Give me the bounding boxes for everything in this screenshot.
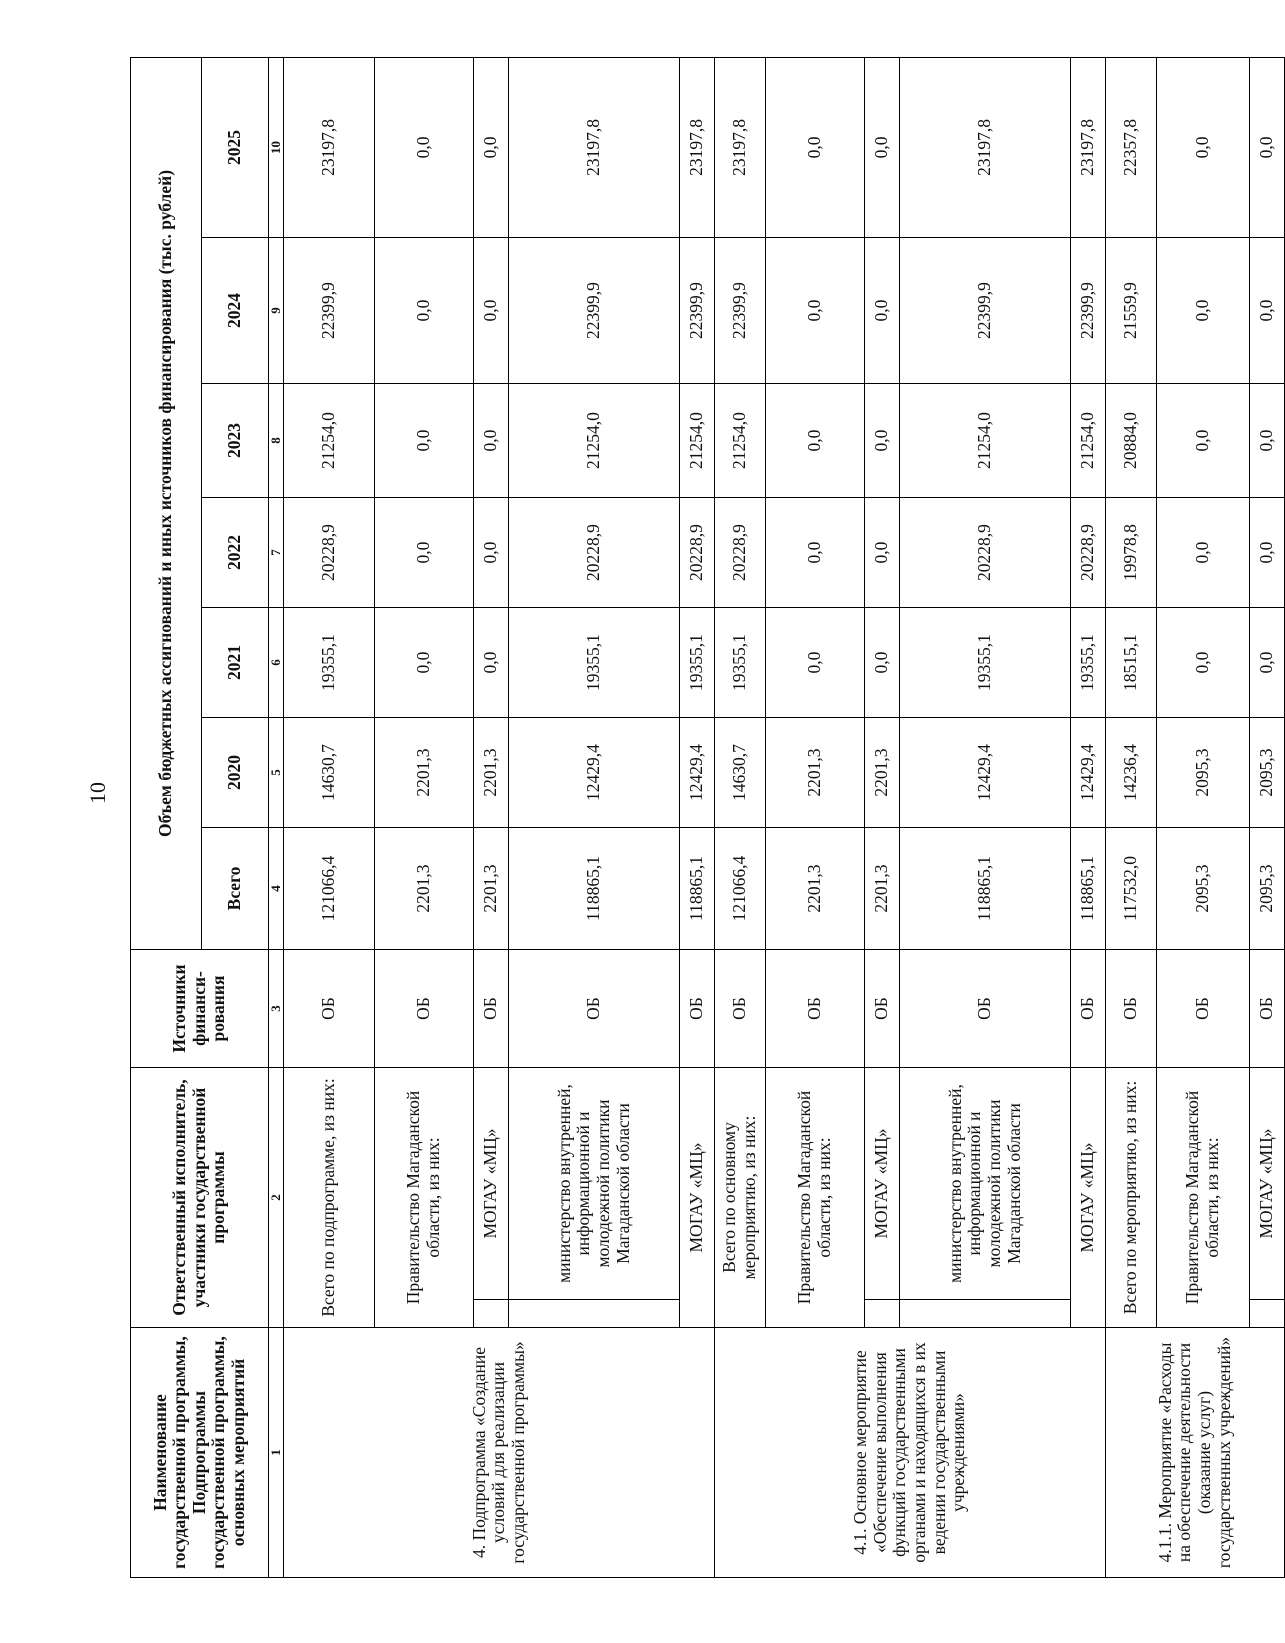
indent-cell bbox=[474, 1300, 509, 1328]
executor-cell: Правительство Магаданской области, из них: bbox=[766, 1068, 865, 1328]
value-cell: 23197,8 bbox=[509, 57, 680, 237]
program-name-cell: 4.1. Основное мероприятие «Обеспечение выполнения функций государственными органами и находящихся в их ведении государственными учреждениями» bbox=[715, 1328, 1106, 1578]
value-cell: 2201,3 bbox=[865, 718, 900, 828]
value-cell: 22357,8 bbox=[1106, 57, 1157, 237]
value-cell: 22399,9 bbox=[900, 238, 1071, 384]
executor-cell: Всего по подпрограмме, из них: bbox=[284, 1068, 375, 1328]
value-cell: 2201,3 bbox=[474, 718, 509, 828]
value-cell: 0,0 bbox=[1250, 498, 1285, 608]
value-cell: 0,0 bbox=[766, 57, 865, 237]
value-cell: 21254,0 bbox=[900, 384, 1071, 498]
funding-source-cell: ОБ bbox=[766, 950, 865, 1068]
funding-source-cell: ОБ bbox=[715, 950, 766, 1068]
column-number: 8 bbox=[269, 384, 284, 498]
value-cell: 23197,8 bbox=[715, 57, 766, 237]
value-cell: 22399,9 bbox=[284, 238, 375, 384]
value-cell: 0,0 bbox=[474, 238, 509, 384]
header-year: 2022 bbox=[202, 498, 269, 608]
value-cell: 0,0 bbox=[474, 498, 509, 608]
column-number: 10 bbox=[269, 57, 284, 237]
value-cell: 0,0 bbox=[474, 57, 509, 237]
value-cell: 2095,3 bbox=[1250, 828, 1285, 950]
page-number: 10 bbox=[85, 782, 110, 804]
executor-cell: Всего по основному мероприятию, из них: bbox=[715, 1068, 766, 1328]
value-cell: 118865,1 bbox=[900, 828, 1071, 950]
executor-cell: министерство внутренней, информационной и молодежной политики Магаданской области bbox=[900, 1068, 1071, 1300]
value-cell: 0,0 bbox=[766, 384, 865, 498]
header-year: 2025 bbox=[202, 57, 269, 237]
value-cell: 19355,1 bbox=[680, 608, 715, 718]
value-cell: 20884,0 bbox=[1106, 384, 1157, 498]
value-cell: 14630,7 bbox=[715, 718, 766, 828]
table-row bbox=[284, 57, 375, 1577]
value-cell: 19978,8 bbox=[1106, 498, 1157, 608]
value-cell: 0,0 bbox=[865, 238, 900, 384]
value-cell: 0,0 bbox=[474, 384, 509, 498]
header-program-name: Наименование государственной программы, Подпрограммы государственной программы, основных мероприятий bbox=[131, 1328, 269, 1578]
value-cell: 2201,3 bbox=[865, 828, 900, 950]
column-number: 4 bbox=[269, 828, 284, 950]
value-cell: 2095,3 bbox=[1157, 718, 1250, 828]
column-number: 2 bbox=[269, 1068, 284, 1328]
value-cell: 0,0 bbox=[766, 498, 865, 608]
value-cell: 22399,9 bbox=[509, 238, 680, 384]
funding-source-cell: ОБ bbox=[284, 950, 375, 1068]
header-year: 2021 bbox=[202, 608, 269, 718]
header-year: 2020 bbox=[202, 718, 269, 828]
budget-table bbox=[130, 57, 1285, 1578]
value-cell: 2201,3 bbox=[375, 718, 474, 828]
value-cell: 2201,3 bbox=[766, 718, 865, 828]
value-cell: 18515,1 bbox=[1106, 608, 1157, 718]
table-row bbox=[1106, 57, 1157, 1577]
value-cell: 118865,1 bbox=[680, 828, 715, 950]
value-cell: 0,0 bbox=[375, 57, 474, 237]
value-cell: 2095,3 bbox=[1250, 718, 1285, 828]
value-cell: 2201,3 bbox=[766, 828, 865, 950]
value-cell: 0,0 bbox=[1250, 57, 1285, 237]
value-cell: 0,0 bbox=[865, 57, 900, 237]
value-cell: 0,0 bbox=[474, 608, 509, 718]
column-number: 6 bbox=[269, 608, 284, 718]
value-cell: 0,0 bbox=[375, 238, 474, 384]
column-number: 5 bbox=[269, 718, 284, 828]
value-cell: 0,0 bbox=[1250, 384, 1285, 498]
rotated-table-container bbox=[130, 58, 1277, 1578]
funding-source-cell: ОБ bbox=[1250, 950, 1285, 1068]
executor-cell: МОГАУ «МЦ» bbox=[474, 1068, 509, 1300]
header-executor: Ответственный исполнитель, участники государственной программы bbox=[131, 1068, 269, 1328]
value-cell: 0,0 bbox=[1157, 608, 1250, 718]
funding-source-cell: ОБ bbox=[1157, 950, 1250, 1068]
value-cell: 118865,1 bbox=[509, 828, 680, 950]
funding-source-cell: ОБ bbox=[1106, 950, 1157, 1068]
value-cell: 0,0 bbox=[1157, 57, 1250, 237]
value-cell: 0,0 bbox=[1250, 608, 1285, 718]
value-cell: 0,0 bbox=[375, 498, 474, 608]
funding-source-cell: ОБ bbox=[865, 950, 900, 1068]
value-cell: 2201,3 bbox=[474, 828, 509, 950]
value-cell: 12429,4 bbox=[1071, 718, 1106, 828]
indent-cell bbox=[509, 1300, 680, 1328]
indent-cell bbox=[865, 1300, 900, 1328]
executor-cell: МОГАУ «МЦ» bbox=[1071, 1068, 1106, 1328]
value-cell: 19355,1 bbox=[1071, 608, 1106, 718]
value-cell: 19355,1 bbox=[284, 608, 375, 718]
indent-cell bbox=[900, 1300, 1071, 1328]
value-cell: 0,0 bbox=[375, 384, 474, 498]
value-cell: 0,0 bbox=[865, 498, 900, 608]
executor-cell: Правительство Магаданской области, из них: bbox=[1157, 1068, 1250, 1328]
header-funding-group: Объем бюджетных ассигнований и иных источников финансирования (тыс. рублей) bbox=[131, 57, 202, 949]
value-cell: 0,0 bbox=[375, 608, 474, 718]
value-cell: 19355,1 bbox=[509, 608, 680, 718]
funding-source-cell: ОБ bbox=[509, 950, 680, 1068]
value-cell: 21254,0 bbox=[715, 384, 766, 498]
value-cell: 121066,4 bbox=[284, 828, 375, 950]
value-cell: 20228,9 bbox=[715, 498, 766, 608]
funding-source-cell: ОБ bbox=[375, 950, 474, 1068]
value-cell: 0,0 bbox=[1250, 238, 1285, 384]
value-cell: 20228,9 bbox=[509, 498, 680, 608]
value-cell: 12429,4 bbox=[680, 718, 715, 828]
column-number: 1 bbox=[269, 1328, 284, 1578]
column-number: 9 bbox=[269, 238, 284, 384]
value-cell: 21254,0 bbox=[1071, 384, 1106, 498]
value-cell: 19355,1 bbox=[900, 608, 1071, 718]
value-cell: 19355,1 bbox=[715, 608, 766, 718]
value-cell: 23197,8 bbox=[900, 57, 1071, 237]
value-cell: 0,0 bbox=[766, 238, 865, 384]
column-number: 3 bbox=[269, 950, 284, 1068]
value-cell: 14630,7 bbox=[284, 718, 375, 828]
executor-cell: Всего по мероприятию, из них: bbox=[1106, 1068, 1157, 1328]
value-cell: 0,0 bbox=[766, 608, 865, 718]
funding-source-cell: ОБ bbox=[900, 950, 1071, 1068]
header-year: 2023 bbox=[202, 384, 269, 498]
executor-cell: министерство внутренней, информационной и молодежной политики Магаданской области bbox=[509, 1068, 680, 1300]
value-cell: 23197,8 bbox=[284, 57, 375, 237]
value-cell: 21254,0 bbox=[509, 384, 680, 498]
value-cell: 20228,9 bbox=[284, 498, 375, 608]
executor-cell: МОГАУ «МЦ» bbox=[680, 1068, 715, 1328]
value-cell: 21559,9 bbox=[1106, 238, 1157, 384]
executor-cell: МОГАУ «МЦ» bbox=[1250, 1068, 1285, 1300]
value-cell: 21254,0 bbox=[284, 384, 375, 498]
table-row bbox=[715, 57, 766, 1577]
value-cell: 0,0 bbox=[865, 384, 900, 498]
funding-source-cell: ОБ bbox=[1071, 950, 1106, 1068]
value-cell: 0,0 bbox=[1157, 238, 1250, 384]
funding-source-cell: ОБ bbox=[474, 950, 509, 1068]
value-cell: 22399,9 bbox=[1071, 238, 1106, 384]
value-cell: 2095,3 bbox=[1157, 828, 1250, 950]
header-funding-source: Источники финанси-рования bbox=[131, 950, 269, 1068]
value-cell: 0,0 bbox=[1157, 498, 1250, 608]
value-cell: 23197,8 bbox=[680, 57, 715, 237]
header-year: 2024 bbox=[202, 238, 269, 384]
value-cell: 14236,4 bbox=[1106, 718, 1157, 828]
value-cell: 12429,4 bbox=[509, 718, 680, 828]
program-name-cell: 4.1.1. Мероприятие «Расходы на обеспечение деятельности (оказание услуг) государственных учреждений» bbox=[1106, 1328, 1285, 1578]
program-name-cell: 4. Подпрограмма «Создание условий для реализации государственной программы» bbox=[284, 1328, 715, 1578]
header-total: Всего bbox=[202, 828, 269, 950]
value-cell: 0,0 bbox=[1157, 384, 1250, 498]
executor-cell: МОГАУ «МЦ» bbox=[865, 1068, 900, 1300]
value-cell: 20228,9 bbox=[1071, 498, 1106, 608]
value-cell: 0,0 bbox=[865, 608, 900, 718]
funding-source-cell: ОБ bbox=[680, 950, 715, 1068]
value-cell: 2201,3 bbox=[375, 828, 474, 950]
value-cell: 23197,8 bbox=[1071, 57, 1106, 237]
value-cell: 12429,4 bbox=[900, 718, 1071, 828]
value-cell: 118865,1 bbox=[1071, 828, 1106, 950]
value-cell: 20228,9 bbox=[900, 498, 1071, 608]
value-cell: 20228,9 bbox=[680, 498, 715, 608]
indent-cell bbox=[1250, 1300, 1285, 1328]
value-cell: 121066,4 bbox=[715, 828, 766, 950]
column-number: 7 bbox=[269, 498, 284, 608]
value-cell: 117532,0 bbox=[1106, 828, 1157, 950]
value-cell: 21254,0 bbox=[680, 384, 715, 498]
value-cell: 22399,9 bbox=[680, 238, 715, 384]
value-cell: 22399,9 bbox=[715, 238, 766, 384]
executor-cell: Правительство Магаданской области, из них: bbox=[375, 1068, 474, 1328]
